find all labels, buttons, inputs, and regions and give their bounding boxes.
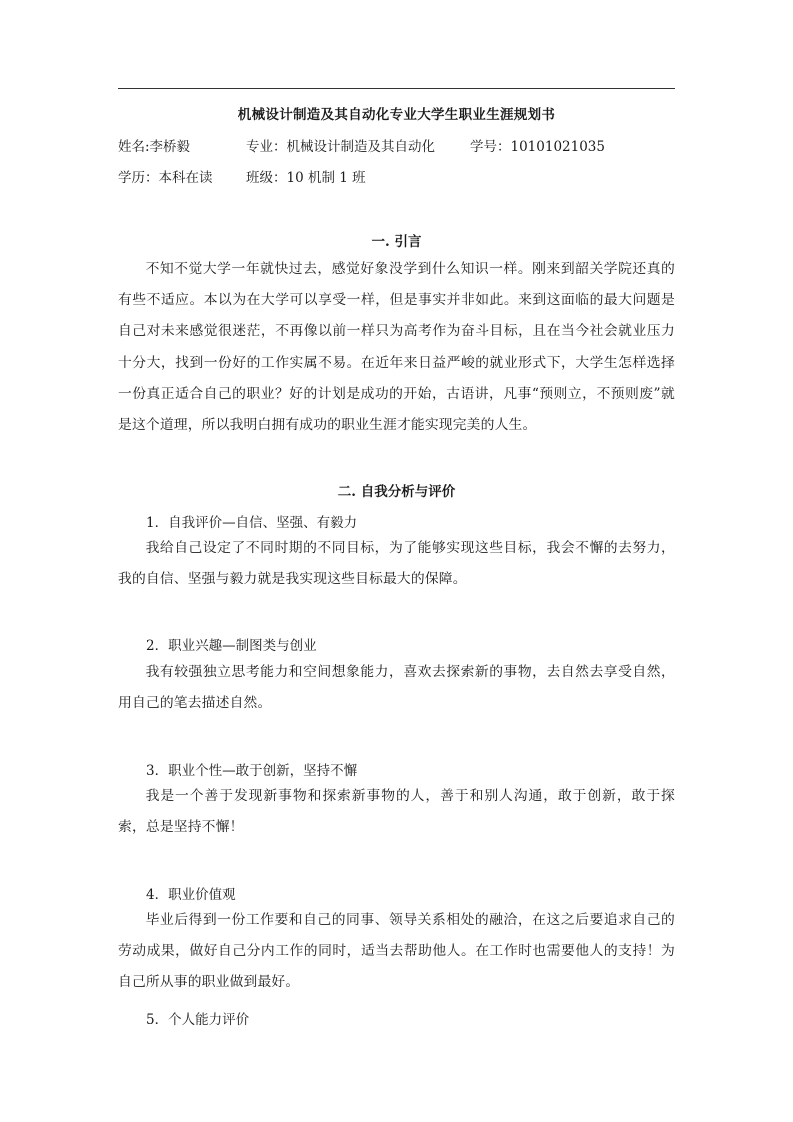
info-class: 班级：10 机制 1 班 xyxy=(246,170,366,186)
info-education: 学历：本科在读 xyxy=(118,170,213,186)
info-major: 专业：机械设计制造及其自动化 xyxy=(246,139,435,155)
item-title-career-interest: 2．职业兴趣—制图类与创业 xyxy=(146,638,317,654)
item-title-career-personality: 3．职业个性—敢于创新，坚持不懈 xyxy=(146,763,358,779)
info-student-id: 学号：10101021035 xyxy=(470,139,605,155)
item-title-ability-evaluation: 5．个人能力评价 xyxy=(146,1012,250,1028)
header-rule xyxy=(118,88,675,89)
section-heading-intro: 一. 引言 xyxy=(371,234,422,250)
item-title-career-values: 4．职业价值观 xyxy=(146,887,236,903)
item-title-self-evaluation: 1．自我评价—自信、坚强、有毅力 xyxy=(146,515,358,531)
item-text-career-values: 毕业后得到一份工作要和自己的同事、领导关系相处的融洽，在这之后要追求自己的劳动成果，做好自己分内工作的同时，适当去帮助他人。在工作时也需要他人的支持！为自己所从事的职业做到最好。 xyxy=(118,912,675,991)
document-title: 机械设计制造及其自动化专业大学生职业生涯规划书 xyxy=(237,107,556,123)
intro-paragraph: 不知不觉大学一年就快过去，感觉好象没学到什么知识一样。刚来到韶关学院还真的有些不适应。本以为在大学可以享受一样，但是事实并非如此。来到这面临的最大问题是自己对未来感觉很迷茫，不再像以前一样只为高考作为奋斗目标，且在当今社会就业压力十分大，找到一份好的工作实属不易。在近年来日益严峻的就业形式下，大学生怎样选择一份真正适合自己的职业？好的计划是成功的开始，古语讲，凡事“预则立，不预则废”就是这个道理，所以我明白拥有成功的职业生涯才能实现完美的人生。 xyxy=(118,261,675,434)
item-text-career-personality: 我是一个善于发现新事物和探索新事物的人，善于和别人沟通，敢于创新，敢于探索，总是坚持不懈！ xyxy=(118,788,675,836)
item-text-career-interest: 我有较强独立思考能力和空间想象能力，喜欢去探索新的事物，去自然去享受自然，用自己的笔去描述自然。 xyxy=(118,664,675,712)
section-heading-self-analysis: 二. 自我分析与评价 xyxy=(337,484,456,500)
info-name: 姓名:李桥毅 xyxy=(118,139,191,155)
item-text-self-evaluation: 我给自己设定了不同时期的不同目标，为了能够实现这些目标，我会不懈的去努力，我的自信、坚强与毅力就是我实现这些目标最大的保障。 xyxy=(118,540,675,588)
